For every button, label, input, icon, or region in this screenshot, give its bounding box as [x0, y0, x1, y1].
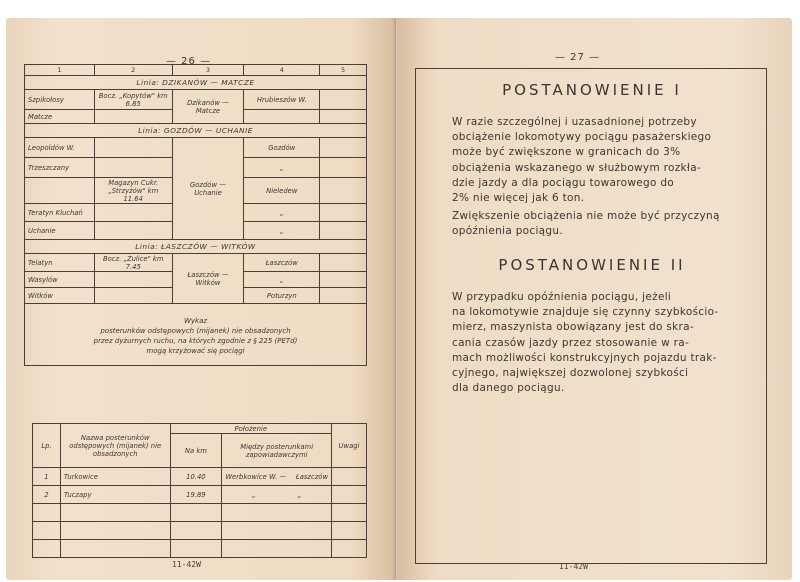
text-line: dla danego pociągu. — [452, 382, 565, 395]
col-km-header: Na km — [170, 434, 222, 468]
note-line: mogą krzyżować się pociągi — [146, 346, 245, 355]
empty-cell — [320, 204, 367, 222]
heading-postanowienie-2: POSTANOWIENIE II — [498, 256, 686, 274]
text-line: obciążenia wskazanego w służbowym rozkła- — [452, 161, 702, 174]
empty-cell — [320, 90, 367, 110]
col-name-header: Nazwa posterunków odstępowych (mijanek) nie obsadzonych — [60, 424, 170, 468]
side-cell: Łaszczów — [244, 254, 320, 272]
col-number: 1 — [25, 65, 95, 76]
side-cell: „ — [244, 272, 320, 288]
col-number: 5 — [320, 65, 367, 76]
between-to: Łaszczów — [295, 472, 329, 481]
note-line: przez dyżurnych ruchu, na których zgodnie z § 225 (PETd) — [93, 336, 298, 345]
between-cell — [222, 486, 332, 504]
km-cell: 19.89 — [170, 486, 222, 504]
name-cell: Turkowice — [60, 468, 170, 486]
empty-cell — [332, 486, 367, 504]
text-line: cania czasów jazdy przez stosowanie w ra- — [452, 336, 690, 349]
side-cell — [244, 110, 320, 124]
siding-cell: Bocz. „Zulice" km 7.45 — [94, 254, 172, 272]
note-title: Wykaz — [183, 316, 208, 325]
empty-cell — [320, 158, 367, 178]
table-header-row — [33, 424, 367, 434]
station-cell: Teratyn Kluchań — [25, 204, 95, 222]
siding-cell: Magazyn Cukr. „Strzyżów" km 11.64 — [94, 178, 172, 204]
col-uwagi-header: Uwagi — [332, 424, 367, 468]
between-from: Werbkowice W. — — [225, 472, 287, 481]
text-line: na lokomotywie znajduje się czynny szybkościo- — [452, 306, 719, 319]
col-lp-header: Lp. — [33, 424, 61, 468]
table-row — [33, 468, 367, 486]
station-cell — [25, 178, 95, 204]
empty-cell — [320, 288, 367, 304]
empty-cell — [320, 272, 367, 288]
text-line: cyjnego, największej dozwolonej szybkości — [452, 367, 689, 380]
side-cell: „ — [244, 222, 320, 240]
station-cell: Witków — [25, 288, 95, 304]
junction-cell: Gozdów — Uchanie — [172, 138, 244, 240]
name-cell: Tuczapy — [60, 486, 170, 504]
text-line: dzie jazdy a dla pociągu towarowego do — [452, 176, 675, 189]
paragraph-1 — [452, 115, 772, 206]
table-row — [33, 504, 367, 522]
table-row — [25, 254, 367, 272]
page-footer-right: 11-42W — [559, 562, 588, 571]
station-cell: Matcze — [25, 110, 95, 124]
col-number: 3 — [172, 65, 244, 76]
left-page — [6, 18, 396, 580]
table-row — [25, 138, 367, 158]
passing-loops-table — [32, 423, 367, 558]
station-cell: Uchanie — [25, 222, 95, 240]
col-polozenie-header: Położenie — [170, 424, 332, 434]
page-number-left: — 26 — — [166, 56, 212, 67]
text-line: W razie szczególnej i uzasadnionej potrzeby — [452, 116, 697, 128]
side-cell: „ — [244, 204, 320, 222]
empty-cell — [320, 178, 367, 204]
empty-cell — [332, 468, 367, 486]
text-line: W przypadku opóźnienia pociągu, jeżeli — [452, 291, 672, 303]
side-cell: Hrubieszów W. — [244, 90, 320, 110]
stations-table — [24, 64, 367, 366]
between-from: „ — [252, 490, 256, 499]
col-number: 4 — [244, 65, 320, 76]
siding-cell: Bocz. „Kopytów" km 6.85 — [94, 90, 172, 110]
station-cell: Wasylów — [25, 272, 95, 288]
text-line: mach możliwości konstrukcyjnych pojazdu trak- — [452, 351, 717, 364]
section-title-row — [25, 124, 367, 138]
page-number-right: — 27 — — [555, 52, 601, 63]
right-page — [397, 18, 792, 580]
side-cell: Gozdów — [244, 138, 320, 158]
note-row — [25, 304, 367, 366]
note-cell — [25, 304, 367, 366]
empty-cell — [320, 138, 367, 158]
empty-cell — [94, 110, 172, 124]
table-row — [33, 522, 367, 540]
table-row — [25, 90, 367, 110]
station-cell: Telatyn — [25, 254, 95, 272]
table-header-row — [25, 65, 367, 76]
lp-cell: 2 — [33, 486, 61, 504]
paragraph-3 — [452, 290, 772, 396]
station-cell: Szpikołosy — [25, 90, 95, 110]
text-line: obciążenie lokomotywy pociągu pasażerskiego — [452, 131, 712, 144]
text-line: Zwiększenie obciążenia nie może być przyczyną — [452, 210, 720, 222]
empty-cell — [94, 272, 172, 288]
line-title: Linia: DZIKANÓW — MATCZE — [25, 76, 367, 90]
junction-cell: Łaszczów — Witków — [172, 254, 244, 304]
empty-cell — [320, 110, 367, 124]
empty-cell — [94, 204, 172, 222]
line-title: Linia: ŁASZCZÓW — WITKÓW — [25, 240, 367, 254]
line-title: Linia: GOZDÓW — UCHANIE — [25, 124, 367, 138]
empty-cell — [94, 222, 172, 240]
side-cell: Poturzyn — [244, 288, 320, 304]
text-line: może być zwiększone w granicach do 3% — [452, 146, 681, 159]
col-number: 2 — [94, 65, 172, 76]
note-line: posterunków odstępowych (mijanek) nie obsadzonych — [100, 326, 291, 335]
between-cell — [222, 468, 332, 486]
between-to: „ — [297, 490, 302, 499]
empty-cell — [94, 138, 172, 158]
station-cell: Leopoldów W. — [25, 138, 95, 158]
col-between-header: Między posterunkami zapowiadawczymi — [222, 434, 332, 468]
text-line: opóźnienia pociągu. — [452, 225, 563, 238]
open-book — [6, 18, 792, 580]
heading-postanowienie-1: POSTANOWIENIE I — [502, 81, 682, 99]
section-title-row — [25, 76, 367, 90]
junction-cell: Dzikanów — Matcze — [172, 90, 244, 124]
table-row — [33, 540, 367, 558]
paragraph-2 — [452, 209, 772, 239]
station-cell: Trzeszczany — [25, 158, 95, 178]
section-title-row — [25, 240, 367, 254]
empty-cell — [320, 254, 367, 272]
table-row — [33, 486, 367, 504]
lp-cell: 1 — [33, 468, 61, 486]
text-line: 2% nie więcej jak 6 ton. — [452, 192, 585, 205]
empty-cell — [320, 222, 367, 240]
side-cell: „ — [244, 158, 320, 178]
km-cell: 10.40 — [170, 468, 222, 486]
empty-cell — [94, 158, 172, 178]
empty-cell — [94, 288, 172, 304]
text-line: mierz, maszynista obowiązany jest do skra- — [452, 321, 694, 334]
side-cell: Nieledew — [244, 178, 320, 204]
page-footer-left: 11-42W — [172, 560, 201, 569]
